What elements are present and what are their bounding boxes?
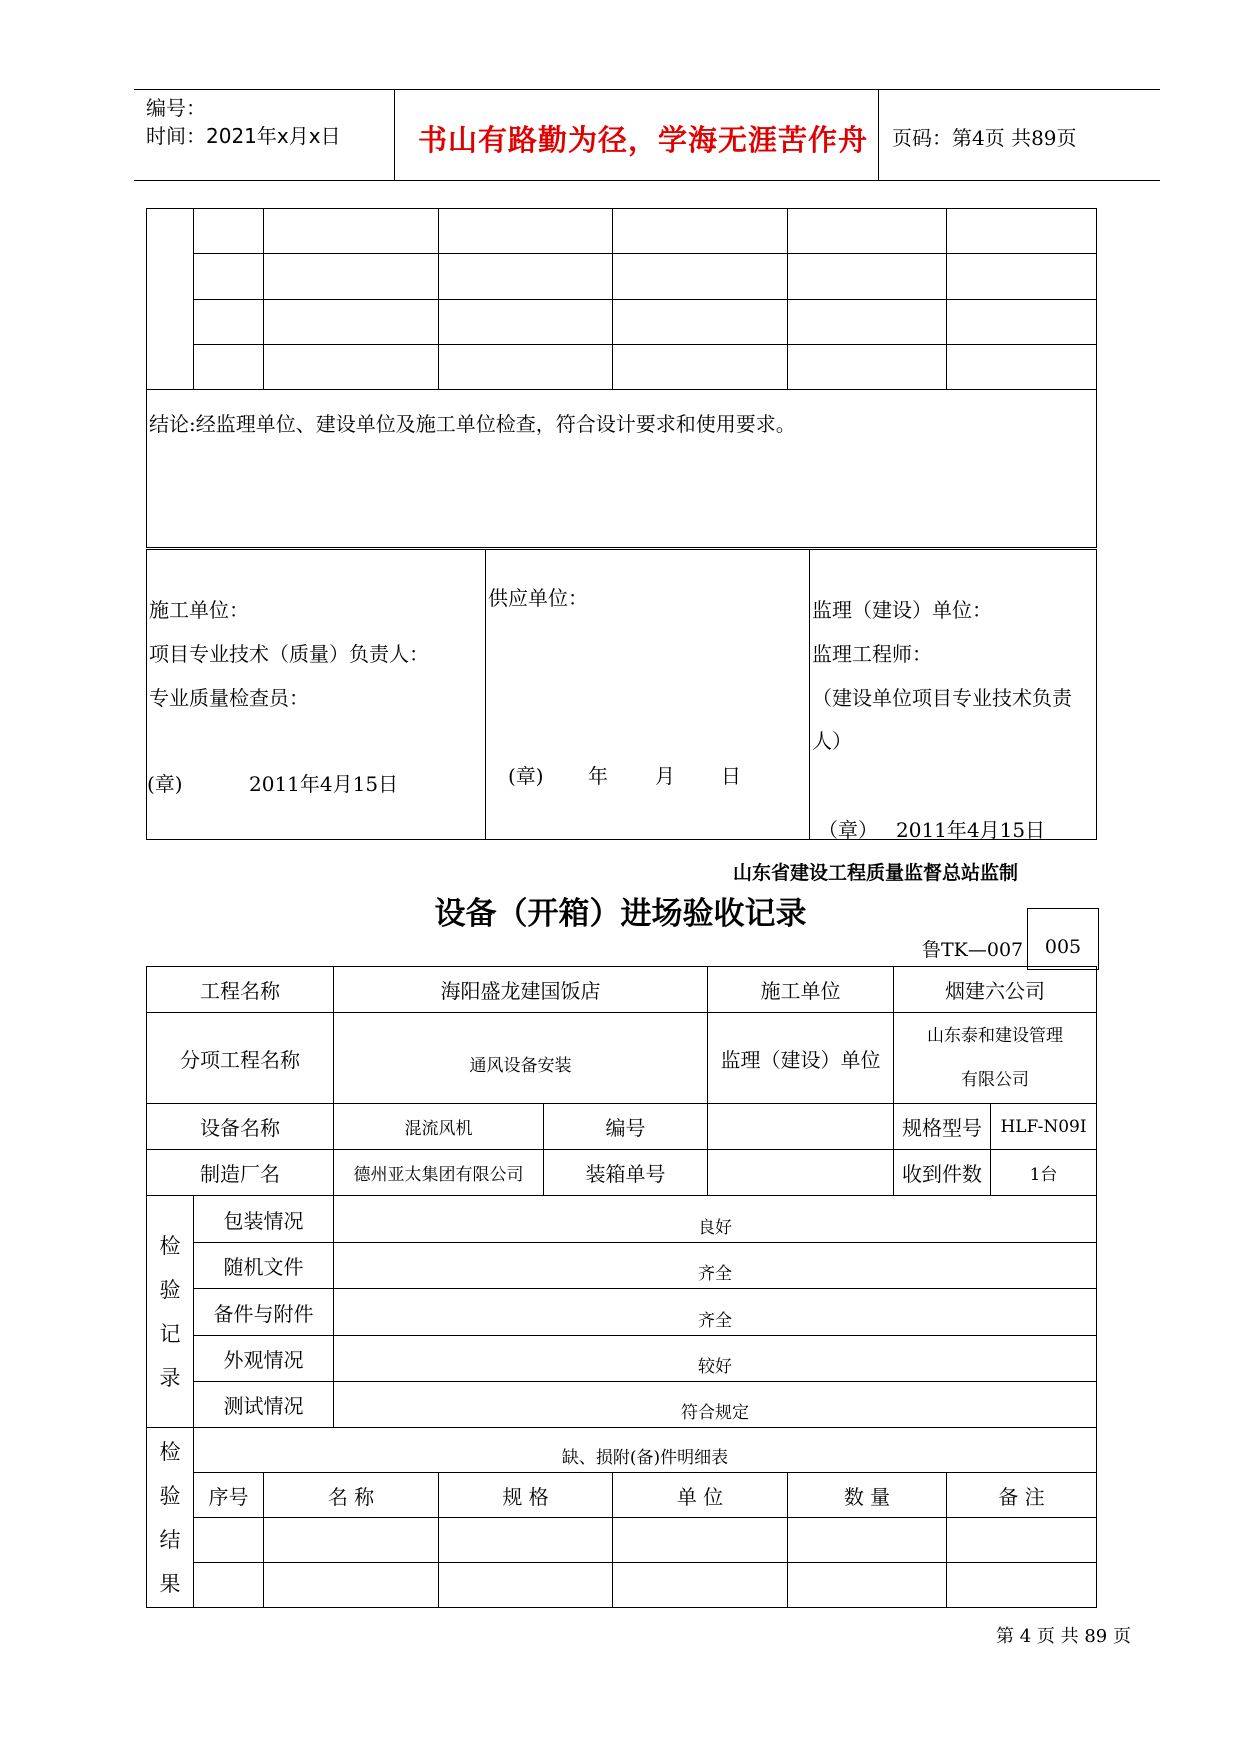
result-side-char: 验 — [159, 1483, 181, 1508]
inspection-item-label: 随机文件 — [194, 1243, 334, 1289]
top-empty-cell — [788, 209, 947, 254]
sub-project-value: 通风设备安装 — [334, 1013, 708, 1104]
top-empty-cell — [947, 300, 1097, 345]
form-code-number: 005 — [1044, 936, 1082, 958]
top-empty-cell — [194, 209, 264, 254]
defect-empty-cell — [194, 1563, 264, 1608]
equipment-table — [146, 1103, 1097, 1196]
equipment-number-label: 编号 — [544, 1104, 708, 1150]
defect-header: 数 量 — [788, 1473, 947, 1518]
header-time-label: 时间：2021年x月x日 — [146, 124, 341, 148]
inspection-item-value: 良好 — [334, 1196, 1097, 1243]
top-empty-cell — [947, 209, 1097, 254]
contractor-sign-cell — [147, 550, 486, 840]
top-empty-cell — [947, 254, 1097, 300]
result-side-char: 果 — [159, 1571, 181, 1596]
supplier-month: 月 — [655, 764, 675, 788]
header-bottom-rule — [134, 180, 1160, 181]
conclusion-text: 结论:经监理单位、建设单位及施工单位检查，符合设计要求和使用要求。 — [149, 412, 796, 436]
top-empty-cell — [788, 254, 947, 300]
project-name-label: 工程名称 — [147, 967, 334, 1013]
construction-unit-value: 烟建六公司 — [894, 967, 1097, 1013]
top-empty-cell — [439, 209, 613, 254]
supervision-unit-line1: 山东泰和建设管理 — [927, 1026, 1063, 1046]
header-divider-right — [878, 89, 879, 180]
top-empty-cell — [439, 300, 613, 345]
inspection-item-value: 符合规定 — [334, 1382, 1097, 1428]
supervisor-engineer-label: 监理工程师： — [812, 642, 932, 666]
defect-empty-cell — [788, 1563, 947, 1608]
inspection-item-value: 较好 — [334, 1336, 1097, 1382]
top-empty-cell — [613, 300, 788, 345]
supervisor-date: 2011年4月15日 — [896, 818, 1046, 842]
page-footer: 第 4 页 共 89 页 — [996, 1626, 1131, 1647]
defect-empty-cell — [439, 1518, 613, 1563]
inspection-item-label: 测试情况 — [194, 1382, 334, 1428]
supervision-unit-label: 监理（建设）单位 — [708, 1013, 894, 1104]
sub-project-label: 分项工程名称 — [147, 1013, 334, 1104]
result-side-label — [147, 1428, 194, 1608]
result-table — [146, 1427, 1097, 1608]
result-side-char: 结 — [159, 1527, 181, 1552]
supplier-year: 年 — [588, 764, 608, 788]
result-side-char: 检 — [159, 1439, 181, 1464]
defect-header: 规 格 — [439, 1473, 613, 1518]
defect-header: 单 位 — [613, 1473, 788, 1518]
supervisor-note-line2: 人） — [812, 729, 852, 753]
top-empty-cell — [613, 345, 788, 390]
defect-empty-cell — [947, 1563, 1097, 1608]
document-title: 设备（开箱）进场验收记录 — [434, 896, 807, 932]
top-empty-cell — [947, 345, 1097, 390]
inspection-side-char: 检 — [159, 1233, 181, 1258]
top-empty-cell — [788, 300, 947, 345]
top-empty-cell — [439, 345, 613, 390]
model-label: 规格型号 — [894, 1104, 991, 1150]
top-empty-cell — [264, 300, 439, 345]
defect-empty-cell — [264, 1518, 439, 1563]
top-empty-cell — [613, 254, 788, 300]
contractor-unit-label: 施工单位： — [149, 598, 249, 622]
defect-header: 序号 — [194, 1473, 264, 1518]
contractor-tech-lead-label: 项目专业技术（质量）负责人： — [149, 642, 429, 666]
header-number-label: 编号： — [146, 96, 206, 120]
conclusion-cell — [147, 390, 1097, 548]
supervision-unit-value — [894, 1013, 1097, 1104]
signature-table — [146, 549, 1097, 840]
supervisor-stamp: （章） — [818, 818, 878, 842]
construction-unit-label: 施工单位 — [708, 967, 894, 1013]
top-empty-cell — [194, 254, 264, 300]
supplier-day: 日 — [721, 764, 741, 788]
top-form-table — [146, 208, 1097, 548]
form-code-box — [1027, 908, 1099, 970]
top-empty-cell — [194, 345, 264, 390]
defect-header: 名 称 — [264, 1473, 439, 1518]
top-empty-cell — [613, 209, 788, 254]
project-name-value: 海阳盛龙建国饭店 — [334, 967, 708, 1013]
header-top-rule — [134, 89, 1160, 90]
inspection-side-label — [147, 1196, 194, 1428]
inspection-table — [146, 1195, 1097, 1428]
supervision-unit-line2: 有限公司 — [961, 1070, 1029, 1090]
form-code: 鲁TK—007 — [922, 939, 1024, 961]
inspection-item-label: 包装情况 — [194, 1196, 334, 1243]
defect-empty-cell — [194, 1518, 264, 1563]
header-page-info: 页码：第4页 共89页 — [892, 126, 1077, 150]
model-value: HLF-N09I — [991, 1104, 1097, 1150]
top-empty-cell — [194, 300, 264, 345]
equipment-name-value: 混流风机 — [334, 1104, 544, 1150]
inspection-side-char: 验 — [159, 1277, 181, 1302]
record-table — [146, 966, 1097, 1104]
header-divider-left — [394, 89, 395, 180]
defect-empty-cell — [439, 1563, 613, 1608]
agency-label: 山东省建设工程质量监督总站监制 — [733, 862, 1019, 884]
packing-no-value — [708, 1150, 894, 1196]
supplier-sign-cell — [486, 550, 810, 840]
top-empty-cell — [264, 209, 439, 254]
defect-empty-cell — [613, 1518, 788, 1563]
defect-empty-cell — [264, 1563, 439, 1608]
maker-value: 德州亚太集团有限公司 — [334, 1150, 544, 1196]
supervisor-sign-cell — [810, 550, 1097, 840]
supplier-stamp: (章) — [508, 764, 544, 788]
supplier-unit-label: 供应单位： — [488, 586, 588, 610]
defect-empty-cell — [947, 1518, 1097, 1563]
inspection-side-char: 记 — [159, 1321, 181, 1346]
inspection-item-value: 齐全 — [334, 1243, 1097, 1289]
inspection-side-char: 录 — [159, 1365, 181, 1390]
equipment-number-value — [708, 1104, 894, 1150]
top-side-cell — [147, 209, 194, 390]
header-motto: 书山有路勤为径，学海无涯苦作舟 — [418, 123, 869, 157]
maker-label: 制造厂名 — [147, 1150, 334, 1196]
inspection-item-label: 外观情况 — [194, 1336, 334, 1382]
received-value: 1台 — [991, 1150, 1097, 1196]
contractor-stamp: (章) — [147, 772, 183, 796]
packing-no-label: 装箱单号 — [544, 1150, 708, 1196]
contractor-inspector-label: 专业质量检查员： — [149, 686, 309, 710]
defect-header: 备 注 — [947, 1473, 1097, 1518]
top-empty-cell — [264, 345, 439, 390]
defect-table-title: 缺、损附(备)件明细表 — [194, 1428, 1097, 1473]
received-label: 收到件数 — [894, 1150, 991, 1196]
supervisor-note-line1: （建设单位项目专业技术负责 — [812, 686, 1072, 710]
defect-empty-cell — [788, 1518, 947, 1563]
defect-empty-cell — [613, 1563, 788, 1608]
inspection-item-label: 备件与附件 — [194, 1289, 334, 1336]
top-empty-cell — [264, 254, 439, 300]
inspection-item-value: 齐全 — [334, 1289, 1097, 1336]
top-empty-cell — [439, 254, 613, 300]
equipment-name-label: 设备名称 — [147, 1104, 334, 1150]
contractor-date: 2011年4月15日 — [249, 772, 399, 796]
supervisor-unit-label: 监理（建设）单位： — [812, 598, 992, 622]
top-empty-cell — [788, 345, 947, 390]
